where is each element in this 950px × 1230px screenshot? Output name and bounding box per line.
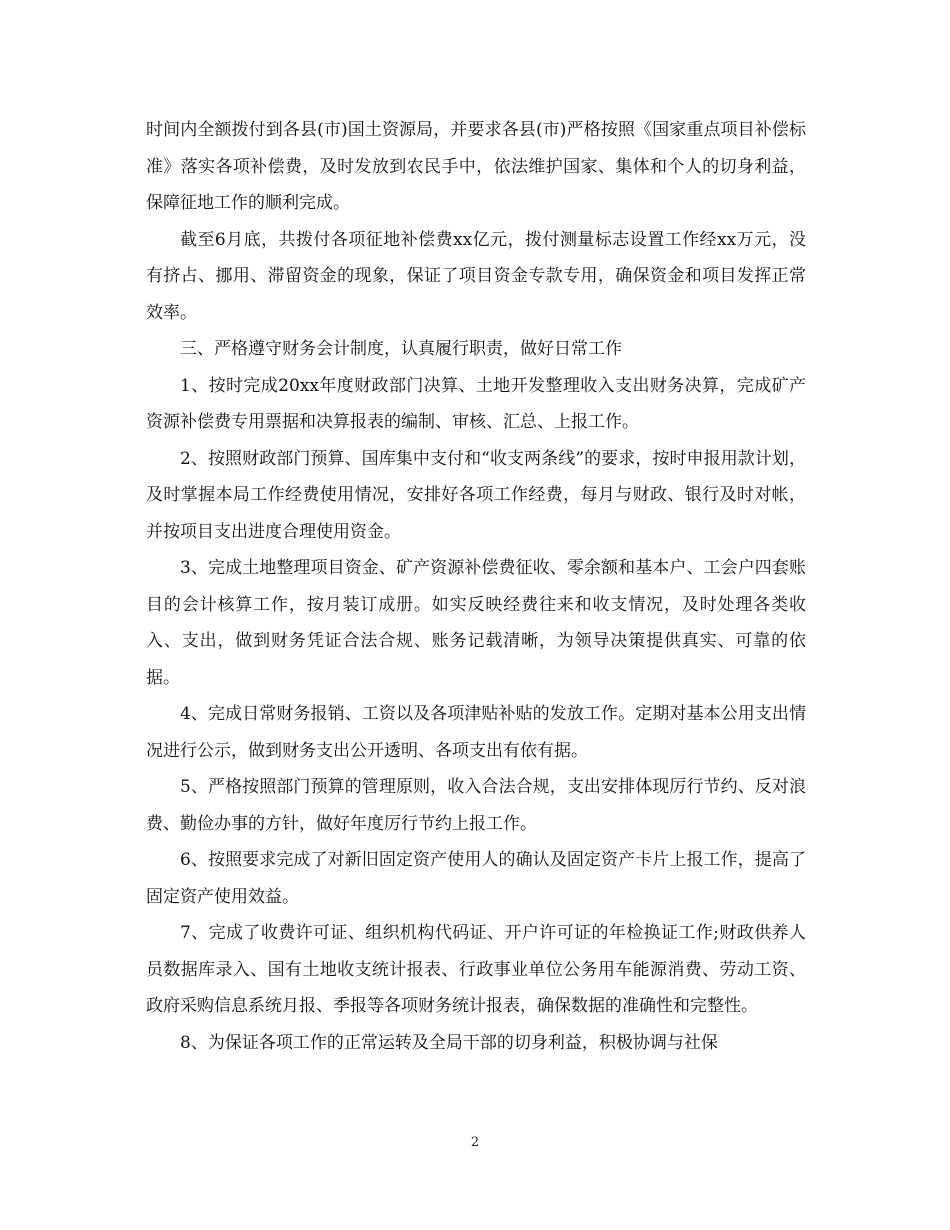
paragraph-1: 时间内全额拨付到各县(市)国土资源局，并要求各县(市)严格按照《国家重点项目补偿标准》落实各项补偿费，及时发放到农民手中，依法维护国家、集体和个人的切身利益，保障征地工作的顺利完成。 (146, 120, 806, 213)
list-item-8: 8、为保证各项工作的正常运转及全局干部的切身利益，积极协调与社保 (180, 1032, 718, 1053)
list-item-4: 4、完成日常财务报销、工资以及各项津贴补贴的发放工作。定期对基本公用支出情况进行公示，做到财务支出公开透明、各项支出有依有据。 (146, 704, 806, 761)
list-item-7: 7、完成了收费许可证、组织机构代码证、开户许可证的年检换证工作;财政供养人员数据库录入、国有土地收支统计报表、行政事业单位公务用车能源消费、劳动工资、政府采购信息系统月报、季报等各项财务统计报表，确保数据的准确性和完整性。 (146, 923, 806, 1016)
list-item-5: 5、严格按照部门预算的管理原则，收入合法合规，支出安排体现厉行节约、反对浪费、勤俭办事的方针，做好年度厉行节约上报工作。 (146, 777, 806, 834)
list-item-2: 2、按照财政部门预算、国库集中支付和“收支两条线”的要求，按时申报用款计划，及时掌握本局工作经费使用情况，安排好各项工作经费，每月与财政、银行及时对帐，并按项目支出进度合理使用资金。 (146, 448, 806, 542)
page-number: 2 (470, 1135, 480, 1150)
paragraph-2: 截至6月底，共拨付各项征地补偿费xx亿元，拨付测量标志设置工作经xx万元，没有挤占、挪用、滞留资金的现象，保证了项目资金专款专用，确保资金和项目发挥正常效率。 (146, 229, 806, 323)
section-heading-3: 三、严格遵守财务会计制度，认真履行职责，做好日常工作 (180, 339, 622, 359)
document-page (146, 112, 806, 1061)
list-item-3: 3、完成土地整理项目资金、矿产资源补偿费征收、零余额和基本户、工会户四套账目的会计核算工作，按月装订成册。如实反映经费往来和收支情况，及时处理各类收入、支出，做到财务凭证合法合规、账务记载清晰，为领导决策提供真实、可靠的依据。 (146, 558, 806, 688)
list-item-6: 6、按照要求完成了对新旧固定资产使用人的确认及固定资产卡片上报工作，提高了固定资产使用效益。 (146, 850, 806, 907)
list-item-1: 1、按时完成20xx年度财政部门决算、土地开发整理收入支出财务决算，完成矿产资源补偿费专用票据和决算报表的编制、审核、汇总、上报工作。 (146, 375, 806, 432)
